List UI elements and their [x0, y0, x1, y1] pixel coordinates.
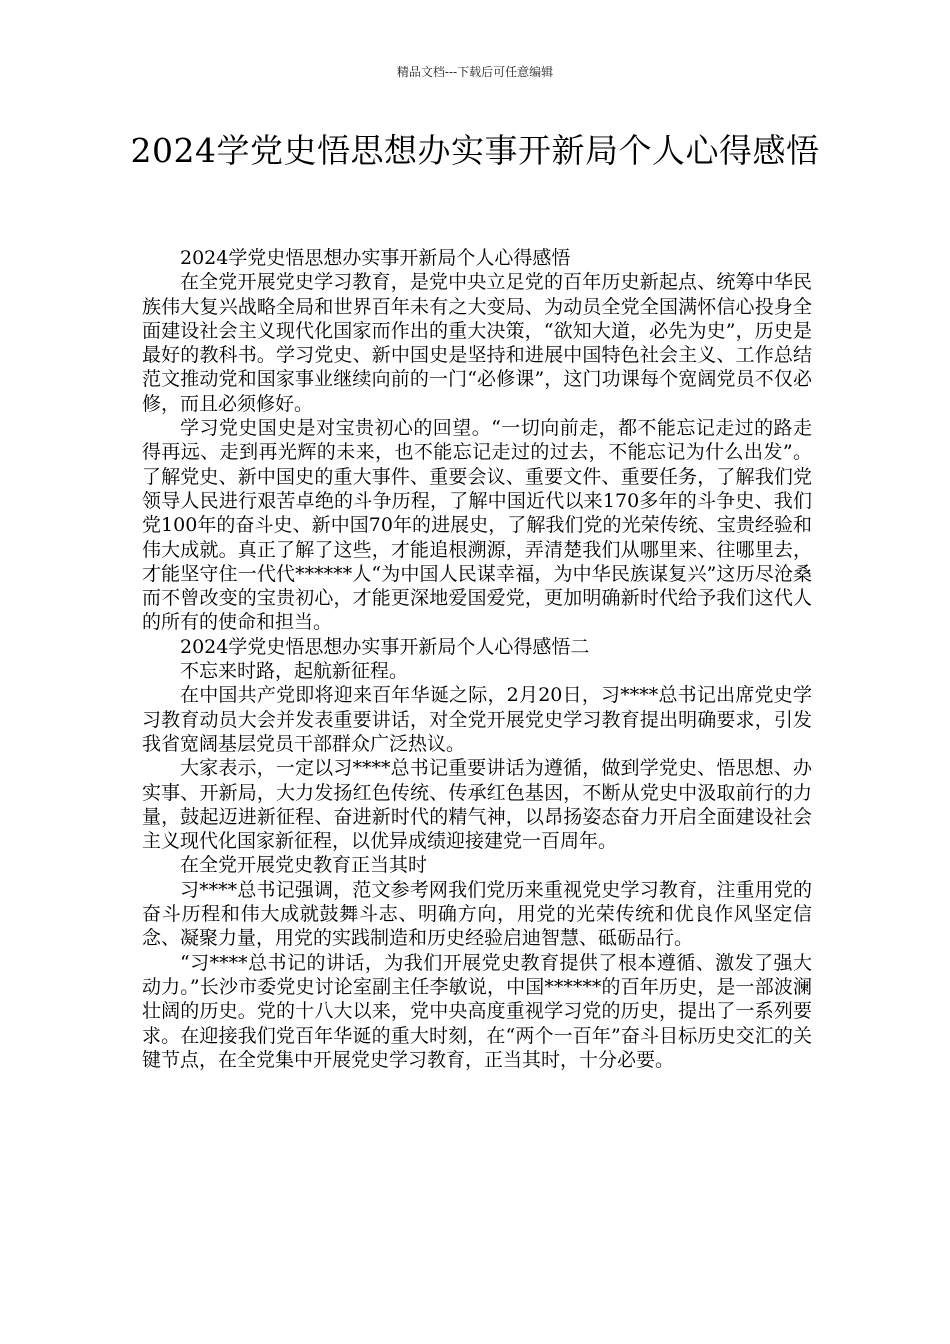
paragraph: 学习党史国史是对宝贵初心的回望。“一切向前走，都不能忘记走过的路走得再远、走到再光辉的未来，也不能忘记走过的过去，不能忘记为什么出发”。了解党史、新中国史的重大事件、重要会议、重要文件、重要任务，了解我们党领导人民进行艰苦卓绝的斗争历程，了解中国近代以来170多年的斗争史、我们党100年的奋斗史、新中国70年的进展史，了解我们党的光荣传统、宝贵经验和伟大成就。真正了解了这些，才能追根溯源，弄清楚我们从哪里来、往哪里去，才能坚守住一代代******人“为中国人民谋幸福，为中华民族谋复兴”这历尽沧桑而不曾改变的宝贵初心，才能更深地爱国爱党，更加明确新时代给予我们这代人的所有的使命和担当。 — [142, 417, 812, 634]
paragraph-subtitle-2: 2024学党史悟思想办实事开新局个人心得感悟二 — [180, 635, 590, 658]
paragraph: 习****总书记强调，范文参考网我们党历来重视党史学习教育，注重用党的奋斗历程和伟大成就鼓舞斗志、明确方向，用党的光荣传统和优良作风坚定信念、凝聚力量，用党的实践制造和历史经验启迪智慧、砥砺品行。 — [142, 878, 812, 950]
paragraph: 不忘来时路，起航新征程。 — [180, 660, 409, 683]
paragraph: “习****总书记的讲话，为我们开展党史教育提供了根本遵循、激发了强大动力。”长沙市委党史讨论室副主任李敏说，中国******的百年历史，是一部波澜壮阔的历史。党的十八大以来，党中央高度重视学习党的历史，提出了一系列要求。在迎接我们党百年华诞的重大时刻，在“两个一百年”奋斗目标历史交汇的关键节点，在全党集中开展党史学习教育，正当其时，十分必要。 — [142, 951, 812, 1071]
document-title: 2024学党史悟思想办实事开新局个人心得感悟 — [130, 131, 820, 170]
paragraph: 在中国共产党即将迎来百年华诞之际，2月20日，习****总书记出席党史学习教育动员大会并发表重要讲话，对全党开展党史学习教育提出明确要求，引发我省宽阔基层党员干部群众广泛热议。 — [142, 684, 812, 755]
page-header: 精品文档---下载后可任意编辑 — [396, 65, 554, 79]
paragraph: 在全党开展党史学习教育，是党中央立足党的百年历史新起点、统筹中华民族伟大复兴战略全局和世界百年未有之大变局、为动员全党全国满怀信心投身全面建设社会主义现代化国家而作出的重大决策，“欲知大道，必先为史”，历史是最好的教科书。学习党史、新中国史是坚持和进展中国特色社会主义、工作总结范文推动党和国家事业继续向前的一门“必修课”，这门功课每个宽阔党员不仅必修，而且必须修好。 — [142, 271, 812, 415]
section-heading: 在全党开展党史教育正当其时 — [180, 854, 428, 877]
paragraph: 大家表示，一定以习****总书记重要讲话为遵循，做到学党史、悟思想、办实事、开新局，大力发扬红色传统、传承红色基因，不断从党史中汲取前行的力量，鼓起迈进新征程、奋进新时代的精气神，以昂扬姿态奋力开启全面建设社会主义现代化国家新征程，以优异成绩迎接建党一百周年。 — [142, 757, 812, 853]
paragraph-subtitle-1: 2024学党史悟思想办实事开新局个人心得感悟 — [180, 247, 571, 269]
document-body — [142, 246, 812, 1072]
